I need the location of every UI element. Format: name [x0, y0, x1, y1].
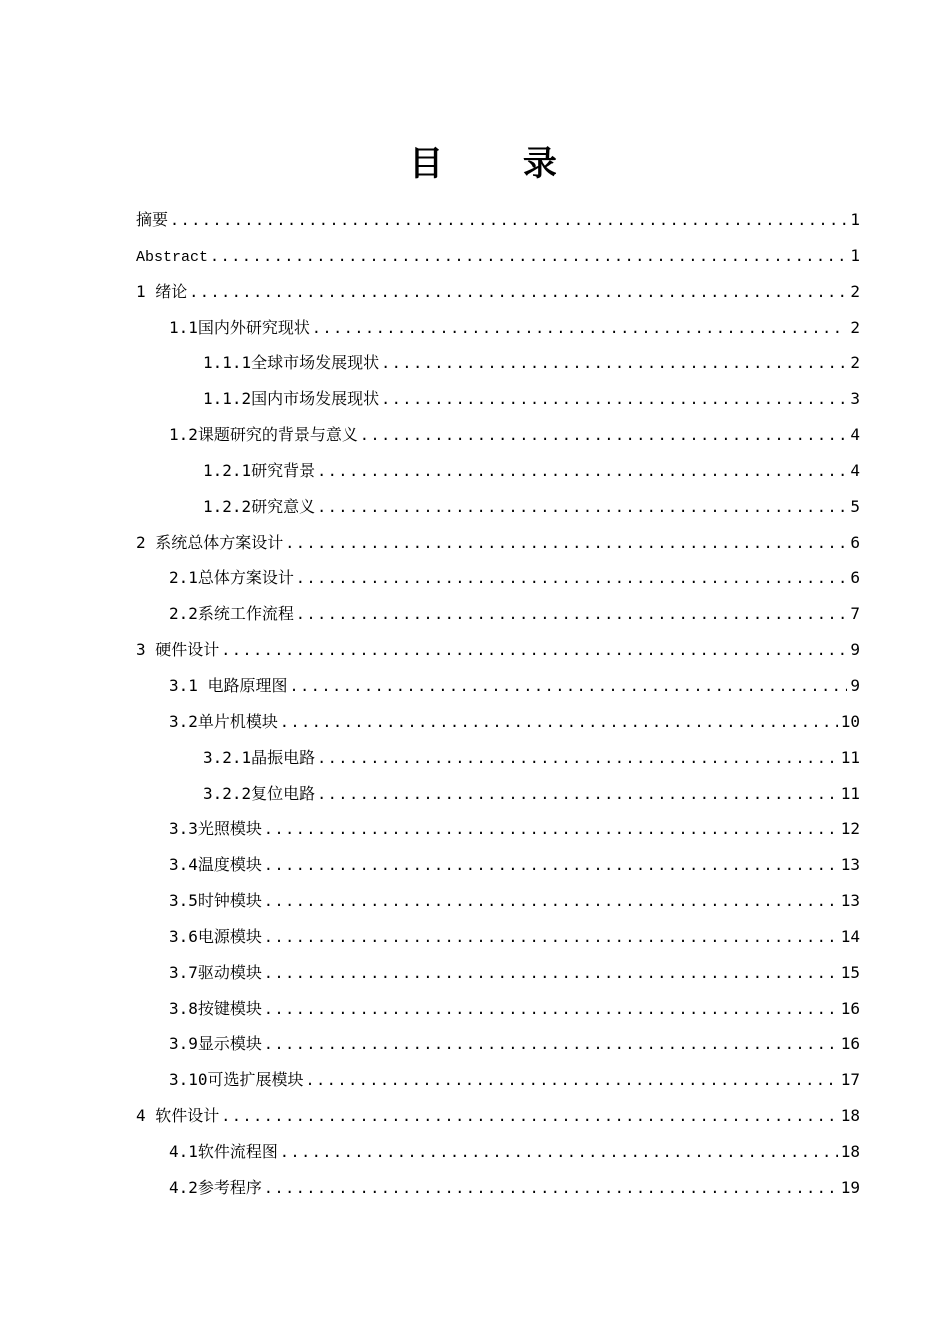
toc-dot-leader: [264, 956, 838, 992]
toc-dot-leader: [317, 741, 838, 777]
toc-entry-page-number: 4: [850, 460, 860, 480]
toc-entry[interactable]: [136, 345, 860, 381]
toc-entry-page-number: 9: [850, 675, 860, 695]
toc-dot-leader: [360, 418, 847, 454]
toc-entry-page-number: 7: [850, 604, 860, 624]
toc-entry[interactable]: [136, 1170, 860, 1206]
toc-entry-label: 1.1.2国内市场发展现状: [203, 389, 380, 409]
toc-dot-leader: [317, 777, 838, 813]
toc-dot-leader: [317, 490, 847, 526]
toc-entry-label: 3.3光照模块: [169, 819, 262, 839]
toc-dot-leader: [280, 1135, 838, 1171]
toc-entry-label: 3.2.1晶振电路: [203, 747, 316, 767]
toc-entry-page-number: 2: [850, 317, 860, 337]
toc-entry[interactable]: [136, 919, 860, 955]
toc-entry-page-number: 1: [850, 245, 860, 265]
toc-entry[interactable]: [136, 632, 860, 668]
table-of-contents: [136, 202, 860, 1206]
toc-dot-leader: [296, 597, 847, 633]
toc-entry[interactable]: [136, 1098, 860, 1134]
toc-entry-label: 2.1总体方案设计: [169, 568, 294, 588]
toc-entry-page-number: 12: [840, 819, 860, 839]
toc-dot-leader: [221, 633, 847, 669]
toc-entry[interactable]: [136, 883, 860, 919]
toc-entry[interactable]: [136, 238, 860, 274]
toc-entry-label: 2 系统总体方案设计: [136, 532, 284, 552]
toc-entry[interactable]: [136, 274, 860, 310]
toc-entry[interactable]: [136, 668, 860, 704]
toc-dot-leader: [170, 203, 847, 239]
toc-entry-page-number: 2: [850, 353, 860, 373]
toc-entry-page-number: 3: [850, 389, 860, 409]
toc-entry[interactable]: [136, 991, 860, 1027]
toc-entry-page-number: 11: [840, 783, 860, 803]
toc-entry[interactable]: [136, 310, 860, 346]
toc-entry-label: 摘要: [136, 210, 169, 229]
toc-dot-leader: [221, 1099, 837, 1135]
toc-entry-label: 1.1国内外研究现状: [169, 317, 310, 337]
toc-entry[interactable]: [136, 381, 860, 417]
toc-entry-label: 4 软件设计: [136, 1106, 220, 1126]
toc-entry-page-number: 18: [840, 1106, 860, 1126]
toc-entry[interactable]: [136, 776, 860, 812]
toc-entry-label: 3.7驱动模块: [169, 962, 262, 982]
toc-entry[interactable]: [136, 704, 860, 740]
toc-entry-page-number: 9: [850, 640, 860, 660]
toc-entry-page-number: 11: [840, 747, 860, 767]
toc-dot-leader: [264, 1027, 838, 1063]
toc-dot-leader: [381, 382, 847, 418]
toc-entry-label: 1.2.1研究背景: [203, 460, 316, 480]
page-title: 目 录: [409, 144, 591, 184]
toc-entry-label: 3.1 电路原理图: [169, 675, 288, 695]
toc-entry-label: 3.8按键模块: [169, 998, 262, 1018]
toc-entry-page-number: 14: [840, 926, 860, 946]
toc-dot-leader: [264, 812, 838, 848]
toc-entry[interactable]: [136, 740, 860, 776]
toc-entry-page-number: 4: [850, 425, 860, 445]
toc-entry-page-number: 1: [850, 210, 860, 229]
toc-dot-leader: [312, 311, 847, 347]
toc-dot-leader: [264, 884, 838, 920]
toc-entry[interactable]: [136, 560, 860, 596]
toc-entry-label: 3.4温度模块: [169, 855, 262, 875]
toc-entry[interactable]: [136, 489, 860, 525]
toc-entry-label: 3.10可选扩展模块: [169, 1070, 304, 1090]
toc-dot-leader: [264, 848, 838, 884]
toc-entry-label: 1.1.1全球市场发展现状: [203, 353, 380, 373]
toc-entry-page-number: 15: [840, 962, 860, 982]
toc-dot-leader: [264, 1171, 838, 1207]
toc-entry-label: 4.2参考程序: [169, 1177, 262, 1197]
toc-dot-leader: [280, 705, 838, 741]
toc-entry-label: 3.2单片机模块: [169, 711, 278, 731]
toc-entry-page-number: 19: [840, 1177, 860, 1197]
toc-entry-page-number: 6: [850, 568, 860, 588]
toc-entry-page-number: 2: [850, 281, 860, 301]
toc-entry-label: 1.2.2研究意义: [203, 496, 316, 516]
toc-dot-leader: [317, 454, 847, 490]
toc-entry-label: 4.1软件流程图: [169, 1141, 278, 1161]
toc-entry[interactable]: [136, 525, 860, 561]
toc-dot-leader: [264, 992, 838, 1028]
toc-entry-label: 3.5时钟模块: [169, 891, 262, 911]
toc-dot-leader: [210, 239, 847, 275]
toc-dot-leader: [285, 526, 847, 562]
toc-entry[interactable]: [136, 847, 860, 883]
toc-entry-page-number: 18: [840, 1141, 860, 1161]
toc-entry-page-number: 17: [840, 1070, 860, 1090]
toc-entry-page-number: 10: [840, 711, 860, 731]
toc-dot-leader: [306, 1063, 838, 1099]
toc-entry-label: 3.6电源模块: [169, 926, 262, 946]
toc-entry[interactable]: [136, 596, 860, 632]
toc-dot-leader: [264, 920, 838, 956]
toc-entry-page-number: 6: [850, 532, 860, 552]
toc-entry-label: 1 绪论: [136, 281, 188, 301]
toc-entry[interactable]: [136, 1062, 860, 1098]
toc-entry[interactable]: [136, 955, 860, 991]
toc-entry[interactable]: [136, 202, 860, 238]
toc-entry-label: 1.2课题研究的背景与意义: [169, 425, 358, 445]
toc-dot-leader: [381, 346, 847, 382]
toc-entry-page-number: 13: [840, 855, 860, 875]
toc-entry-page-number: 16: [840, 1034, 860, 1054]
toc-entry[interactable]: [136, 1026, 860, 1062]
toc-entry-label: 3.9显示模块: [169, 1034, 262, 1054]
toc-entry-label: Abstract: [136, 248, 209, 266]
toc-entry-page-number: 13: [840, 891, 860, 911]
toc-entry-label: 3.2.2复位电路: [203, 783, 316, 803]
toc-entry[interactable]: [136, 453, 860, 489]
toc-dot-leader: [290, 669, 848, 705]
toc-dot-leader: [189, 275, 847, 311]
toc-entry[interactable]: [136, 811, 860, 847]
toc-entry-page-number: 5: [850, 496, 860, 516]
toc-entry-page-number: 16: [840, 998, 860, 1018]
toc-entry-label: 3 硬件设计: [136, 640, 220, 660]
toc-entry[interactable]: [136, 417, 860, 453]
toc-entry-label: 2.2系统工作流程: [169, 604, 294, 624]
toc-dot-leader: [296, 561, 847, 597]
toc-entry[interactable]: [136, 1134, 860, 1170]
